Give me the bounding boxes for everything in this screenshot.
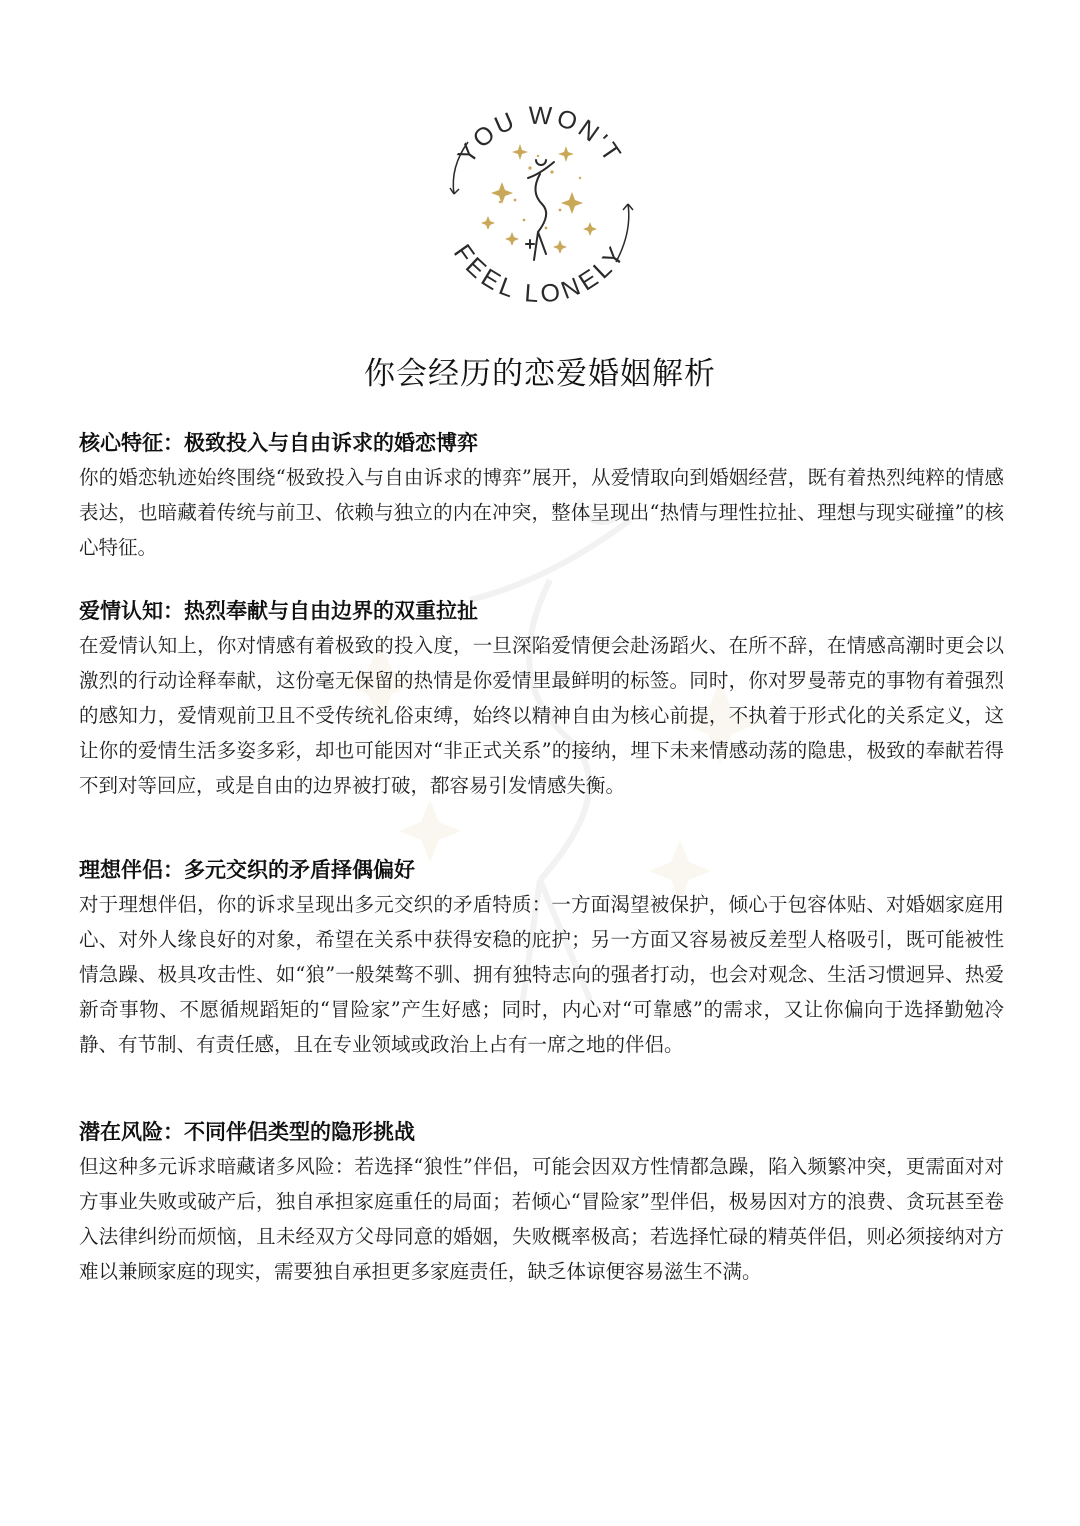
section-body: 在爱情认知上，你对情感有着极致的投入度，一旦深陷爱情便会赴汤蹈火、在所不辞，在情感高潮时更会以激烈的行动诠释奉献，这份毫无保留的热情是你爱情里最鲜明的标签。同时，你对罗曼蒂克的事物有着强烈的感知力，爱情观前卫且不受传统礼俗束缚，始终以精神自由为核心前提，不执着于形式化的关系定义，这让你的爱情生活多姿多彩，却也可能因对“非正式关系”的接纳，埋下未来情感动荡的隐患，极致的奉献若得不到对等回应，或是自由的边界被打破，都容易引发情感失衡。 bbox=[79, 634, 1004, 797]
section-ideal-partner bbox=[79, 853, 1004, 1062]
section-body: 对于理想伴侣，你的诉求呈现出多元交织的矛盾特质：一方面渴望被保护，倾心于包容体贴、对婚姻家庭用心、对外人缘良好的对象，希望在关系中获得安稳的庇护；另一方面又容易被反差型人格吸引，既可能被性情急躁、极具攻击性、如“狼”一般桀骜不驯、拥有独特志向的强者打动，也会对观念、生活习惯迥异、热爱新奇事物、不愿循规蹈矩的“冒险家”产生好感；同时，内心对“可靠感”的需求，又让你偏向于选择勤勉冷静、有节制、有责任感，且在专业领域或政治上占有一席之地的伴侣。 bbox=[79, 893, 1004, 1056]
you-wont-feel-lonely-logo bbox=[420, 82, 660, 322]
section-heading: 核心特征：极致投入与自由诉求的婚恋博弈 bbox=[79, 431, 478, 455]
section-potential-risks bbox=[79, 1115, 1004, 1289]
logo-bottom-text: FEEL LONELY bbox=[448, 239, 633, 309]
section-body: 你的婚恋轨迹始终围绕“极致投入与自由诉求的博弈”展开，从爱情取向到婚姻经营，既有着热烈纯粹的情感表达，也暗藏着传统与前卫、依赖与独立的内在冲突，整体呈现出“热情与理性拉扯、理想与现实碰撞”的核心特征。 bbox=[79, 466, 1004, 559]
section-love-cognition bbox=[79, 594, 1004, 803]
section-body: 但这种多元诉求暗藏诸多风险：若选择“狼性”伴侣，可能会因双方性情都急躁，陷入频繁冲突，更需面对对方事业失败或破产后，独自承担家庭重任的局面；若倾心“冒险家”型伴侣，极易因对方的浪费、贪玩甚至卷入法律纠纷而烦恼，且未经双方父母同意的婚姻，失败概率极高；若选择忙碌的精英伴侣，则必须接纳对方难以兼顾家庭的现实，需要独自承担更多家庭责任，缺乏体谅便容易滋生不满。 bbox=[79, 1155, 1004, 1283]
page-title: 你会经历的恋爱婚姻解析 bbox=[364, 356, 716, 392]
section-heading: 理想伴侣：多元交织的矛盾择偶偏好 bbox=[79, 858, 415, 882]
logo-figure-icon bbox=[526, 160, 554, 260]
section-heading: 爱情认知：热烈奉献与自由边界的双重拉扯 bbox=[79, 599, 478, 623]
logo-top-text: YOU WON'T bbox=[452, 101, 628, 169]
section-core-traits bbox=[79, 426, 1004, 565]
section-heading: 潜在风险：不同伴侣类型的隐形挑战 bbox=[79, 1120, 415, 1144]
